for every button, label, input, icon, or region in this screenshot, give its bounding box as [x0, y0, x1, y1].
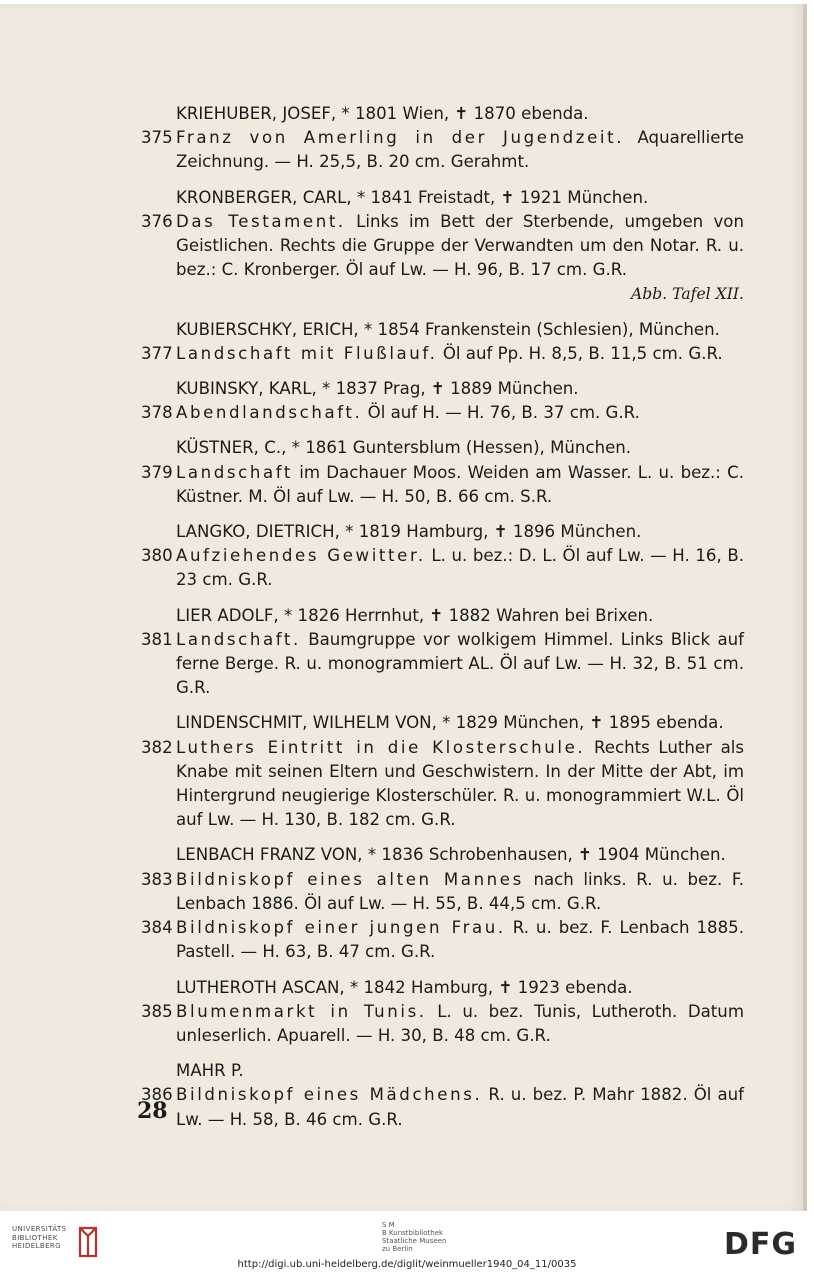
catalog-item [132, 342, 744, 366]
artwork-title: Bildniskopf eines Mädchens. [176, 1085, 483, 1105]
lot-number: 381 [141, 629, 173, 649]
kb-line: S M [382, 1221, 395, 1229]
artist-heading: KRONBERGER, CARL, * 1841 Freistadt, ✝ 1921 München. [176, 187, 649, 207]
kb-line: Staatliche Museen [382, 1237, 447, 1245]
artist-heading: LINDENSCHMIT, WILHELM VON, * 1829 München, ✝ 1895 ebenda. [176, 713, 724, 733]
artwork-title: Franz von Amerling in der Jugendzeit. [176, 128, 625, 148]
catalog-item [132, 544, 744, 592]
kb-line: zu Berlin [382, 1245, 413, 1253]
catalog-page [0, 4, 807, 1211]
catalog-item [132, 401, 744, 425]
catalog-entry [132, 318, 744, 366]
lot-number: 376 [141, 211, 173, 231]
artwork-title: Landschaft [176, 462, 293, 482]
catalog-entry [132, 1059, 744, 1132]
catalog-item [132, 210, 744, 283]
permalink-url[interactable]: http://digi.ub.uni-heidelberg.de/diglit/weinmueller1940_04_11/0035 [237, 1259, 577, 1270]
catalog-entry [132, 102, 744, 175]
artwork-description: R. u. bez. P. Mahr 1882. Öl auf Lw. — H. 58, B. 46 cm. G.R. [176, 1085, 744, 1129]
catalog-item [132, 461, 744, 509]
catalog-item [132, 126, 744, 174]
lot-number: 379 [141, 462, 173, 482]
lot-number: 377 [141, 343, 173, 363]
artwork-title: Abendlandschaft. [176, 403, 363, 423]
artist-heading: KÜSTNER, C., * 1861 Guntersblum (Hessen), München. [176, 438, 632, 458]
artist-heading: MAHR P. [176, 1061, 244, 1081]
artwork-description: Links im Bett der Sterbende, umgeben von Geistlichen. Rechts die Gruppe der Verwandten um den Notar. R. u. bez.: C. Kronberger. Öl auf Lw. — H. 96, B. 17 cm. G.R. [176, 211, 744, 280]
catalog-entry [132, 604, 744, 701]
university-seal-icon [76, 1225, 100, 1259]
artwork-description: L. u. bez. Tunis, Lutheroth. Datum unleserlich. Apuarell. — H. 30, B. 48 cm. G.R. [176, 1001, 744, 1045]
artist-heading: LENBACH FRANZ VON, * 1836 Schrobenhausen, ✝ 1904 München. [176, 845, 726, 865]
university-line: BIBLIOTHEK [12, 1233, 58, 1242]
artist-heading: LANGKO, DIETRICH, * 1819 Hamburg, ✝ 1896 München. [176, 522, 642, 542]
catalog-item [132, 1000, 744, 1048]
artwork-title: Blumenmarkt in Tunis. [176, 1001, 427, 1021]
artwork-description: Aquarellierte Zeichnung. — H. 25,5, B. 20 cm. Gerahmt. [176, 128, 745, 172]
artwork-title: Bildniskopf eines alten Mannes [176, 869, 524, 889]
lot-number: 378 [141, 403, 173, 423]
artwork-description: nach links. R. u. bez. F. Lenbach 1886. Öl auf Lw. — H. 55, B. 44,5 cm. G.R. [176, 869, 744, 913]
lot-number: 375 [141, 128, 173, 148]
artwork-title: Bildniskopf einer jungen Frau. [176, 918, 506, 938]
catalog-entry [132, 711, 744, 832]
catalog-item [132, 868, 744, 916]
lot-number: 383 [141, 869, 173, 889]
university-line: UNIVERSITÄTS [12, 1225, 67, 1233]
university-line: HEIDELBERG [12, 1242, 61, 1251]
lot-number: 380 [141, 546, 173, 566]
artwork-title: Das Testament. [176, 211, 346, 231]
viewer-footer [0, 1215, 814, 1273]
lot-number: 384 [141, 918, 173, 938]
artwork-description: R. u. bez. F. Lenbach 1885. Pastell. — H. 63, B. 47 cm. G.R. [176, 918, 745, 962]
dfg-logo[interactable]: DFG [724, 1227, 798, 1262]
catalog-entry [132, 976, 744, 1049]
catalog-item [132, 628, 744, 701]
university-library-name [12, 1225, 80, 1251]
catalog-entry [132, 843, 744, 964]
catalog-entry [132, 186, 744, 307]
artist-heading: KUBINSKY, KARL, * 1837 Prag, ✝ 1889 München. [176, 379, 579, 399]
artwork-title: Luthers Eintritt in die Klosterschule. [176, 737, 586, 757]
catalog-entry [132, 377, 744, 425]
university-library-logo[interactable] [12, 1225, 104, 1261]
artwork-description: im Dachauer Moos. Weiden am Wasser. L. u. bez.: C. Küstner. M. Öl auf Lw. — H. 50, B. 66 cm. S.R. [176, 462, 744, 506]
artwork-title: Landschaft. [176, 629, 301, 649]
lot-number: 385 [141, 1001, 173, 1021]
artist-heading: LUTHEROTH ASCAN, * 1842 Hamburg, ✝ 1923 ebenda. [176, 977, 633, 997]
artwork-title: Aufziehendes Gewitter. [176, 546, 426, 566]
catalog-entry [132, 520, 744, 593]
lot-number: 382 [141, 737, 173, 757]
catalog-item [132, 736, 744, 833]
artist-heading: LIER ADOLF, * 1826 Herrnhut, ✝ 1882 Wahren bei Brixen. [176, 605, 654, 625]
artwork-description: Öl auf Pp. H. 8,5, B. 11,5 cm. G.R. [442, 343, 723, 363]
plate-reference: Abb. Tafel XII. [631, 285, 744, 304]
catalog-text [132, 102, 744, 1143]
artwork-description: Baumgruppe vor wolkigem Himmel. Links Blick auf ferne Berge. R. u. monogrammiert AL. Öl auf Lw. — H. 32, B. 51 cm. G.R. [176, 629, 744, 698]
kb-line: B Kunstbibliothek [382, 1229, 444, 1237]
kunstbibliothek-logo[interactable] [382, 1221, 472, 1253]
page-number: 28 [137, 1098, 168, 1124]
artwork-title: Landschaft mit Flußlauf. [176, 343, 438, 363]
artwork-description: Öl auf H. — H. 76, B. 37 cm. G.R. [367, 403, 640, 423]
catalog-entry [132, 436, 744, 509]
artwork-description: Rechts Luther als Knabe mit seinen Eltern und Geschwistern. In der Mitte der Abt, im Hintergrund neugierige Klosterschüler. R. u. monogrammiert W.L. Öl auf Lw. — H. 130, B. 182 cm. G.R. [176, 737, 744, 830]
catalog-item [132, 916, 744, 964]
artist-heading: KUBIERSCHKY, ERICH, * 1854 Frankenstein (Schlesien), München. [176, 319, 720, 339]
catalog-item [132, 1083, 744, 1131]
artwork-description: L. u. bez.: D. L. Öl auf Lw. — H. 16, B. 23 cm. G.R. [176, 546, 745, 590]
artist-heading: KRIEHUBER, JOSEF, * 1801 Wien, ✝ 1870 ebenda. [176, 104, 589, 123]
lot-number: 386 [141, 1085, 173, 1105]
